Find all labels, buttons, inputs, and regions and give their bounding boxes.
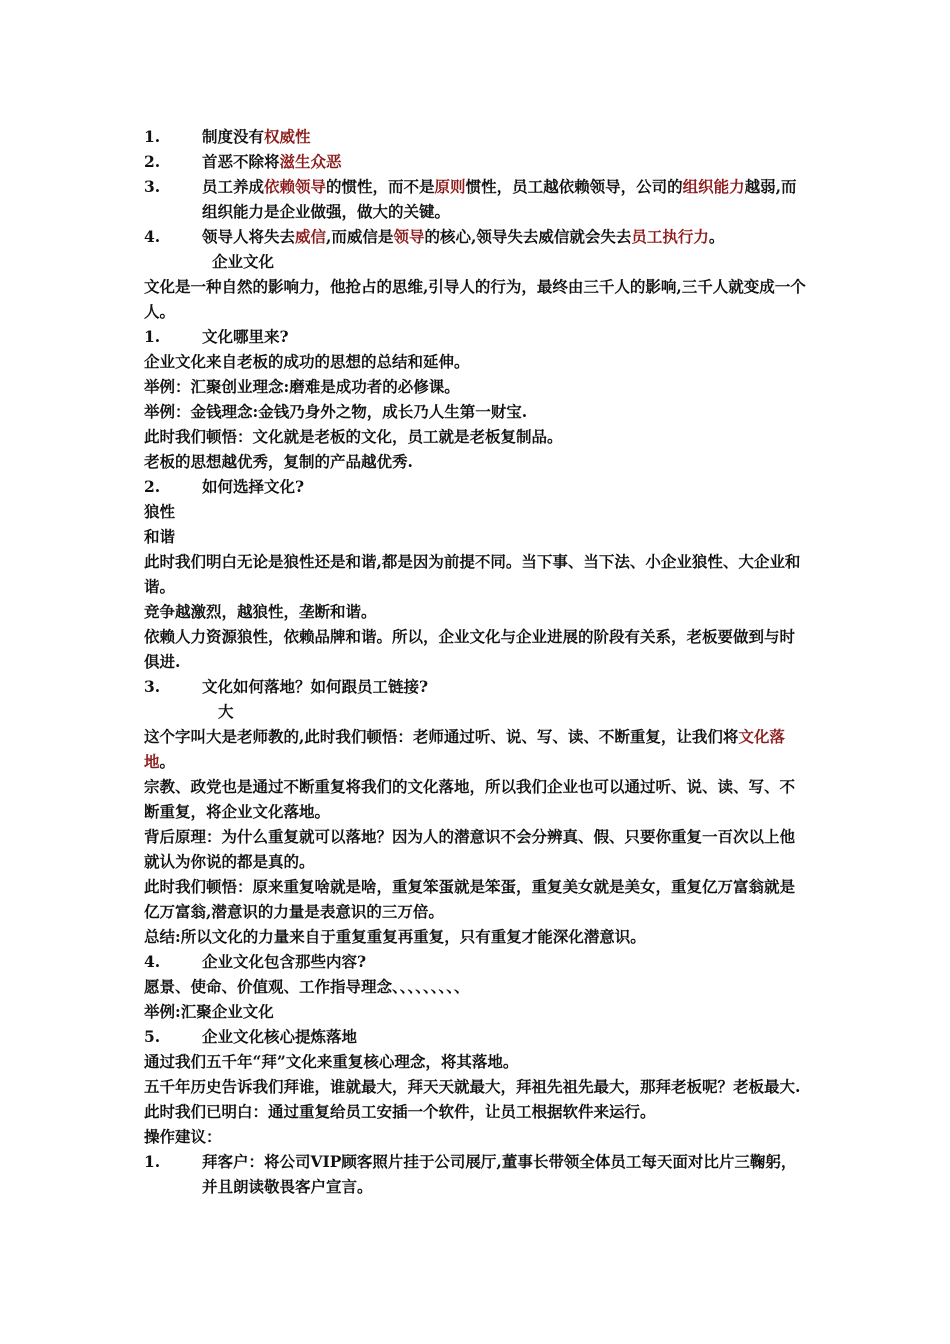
paragraph-principle: 背后原理：为什么重复就可以落地？因为人的潜意识不会分辨真、假、只要你重复一百次以上他就认为你说的都是真的。 — [144, 827, 796, 871]
word-harmony: 和谐 — [144, 527, 176, 546]
emphasis-text: 员工执行力 — [631, 227, 709, 246]
paragraph-example-3: 举例:汇聚企业文化 — [144, 1002, 274, 1021]
advice-item-1 — [144, 1149, 808, 1199]
paragraph-religion: 宗教、政党也是通过不断重复将我们的文化落地，所以我们企业也可以通过听、说、读、写、不断重复，将企业文化落地。 — [144, 777, 796, 821]
list-text — [202, 174, 808, 224]
question-1 — [144, 324, 808, 349]
list-number: 1. — [144, 127, 161, 146]
paragraph-compete: 竞争越激烈，越狼性，垄断和谐。 — [144, 602, 377, 621]
list-item — [144, 174, 808, 224]
question-3 — [144, 674, 808, 699]
question-number: 3. — [144, 677, 161, 696]
list-item — [144, 224, 808, 249]
question-number: 4. — [144, 952, 161, 971]
list-text — [202, 224, 808, 249]
emphasis-text: 领导 — [393, 227, 425, 246]
advice-number: 1. — [144, 1152, 161, 1171]
question-text: 如何选择文化? — [202, 477, 305, 496]
list-number: 2. — [144, 152, 161, 171]
paragraph-realize-1: 此时我们顿悟：文化就是老板的文化，员工就是老板复制品。 — [144, 427, 563, 446]
emphasis-text: 原则 — [434, 177, 466, 196]
question-number: 5. — [144, 1027, 161, 1046]
paragraph-big — [144, 724, 808, 774]
list-item — [144, 149, 808, 174]
paragraph-software: 此时我们已明白：通过重复给员工安插一个软件，让员工根据软件来运行。 — [144, 1102, 656, 1121]
paragraph-intro: 文化是一种自然的影响力，他抢占的思维,引导人的行为，最终由三千人的影响,三千人就变成一个人。 — [144, 277, 806, 321]
paragraph-example-1: 举例：汇聚创业理念:磨难是成功者的必修课。 — [144, 377, 460, 396]
emphasis-text: 权威性 — [264, 127, 311, 146]
list-text — [202, 124, 808, 149]
text-run: 。 — [159, 752, 176, 771]
emphasis-text: 文化落地 — [144, 727, 785, 771]
text-run: 越弱,而组织能力是企业做强，做大的关键。 — [202, 177, 797, 221]
text-run: 首恶不除将 — [202, 152, 280, 171]
text-run: 的核心,领导失去威信就会失去 — [424, 227, 632, 246]
list-number: 3. — [144, 177, 161, 196]
text-run: 的惯性，而不是 — [326, 177, 435, 196]
word-big: 大 — [218, 702, 234, 721]
emphasis-text: 滋生众恶 — [279, 152, 342, 171]
list-number: 4. — [144, 227, 161, 246]
text-run: 这个字叫大是老师教的,此时我们顿悟：老师通过听、说、写、读、不断重复，让我们将 — [144, 727, 739, 746]
paragraph-contents: 愿景、使命、价值观、工作指导理念、、、、、、、、、 — [144, 977, 470, 996]
word-wolf: 狼性 — [144, 502, 176, 521]
question-2 — [144, 474, 808, 499]
paragraph-realize-2: 此时我们顿悟：原来重复啥就是啥，重复笨蛋就是笨蛋，重复美女就是美女，重复亿万富翁就是亿万富翁,潜意识的力量是表意识的三万倍。 — [144, 877, 796, 921]
text-run: ,而威信是 — [326, 227, 394, 246]
numbered-list-problems — [144, 124, 808, 249]
section-heading-culture: 企业文化 — [212, 252, 275, 271]
question-number: 1. — [144, 327, 161, 346]
paragraph-better: 老板的思想越优秀，复制的产品越优秀. — [144, 452, 413, 471]
paragraph-depend: 依赖人力资源狼性，依赖品牌和谐。所以，企业文化与企业进展的阶段有关系，老板要做到与时俱进. — [144, 627, 796, 671]
question-text: 企业文化包含那些内容? — [202, 952, 367, 971]
list-item — [144, 124, 808, 149]
document-page — [144, 124, 808, 1199]
text-run: 。 — [708, 227, 725, 246]
emphasis-text: 组织能力 — [682, 177, 745, 196]
paragraph-premise: 此时我们明白无论是狼性还是和谐,都是因为前提不同。当下事、当下法、小企业狼性、大企业和谐。 — [144, 552, 801, 596]
question-number: 2. — [144, 477, 161, 496]
question-text: 企业文化核心提炼落地 — [202, 1027, 358, 1046]
emphasis-text: 依赖领导 — [264, 177, 327, 196]
text-run: 制度没有 — [202, 127, 265, 146]
paragraph-source: 企业文化来自老板的成功的思想的总结和延伸。 — [144, 352, 470, 371]
paragraph-bai: 通过我们五千年“拜”文化来重复核心理念，将其落地。 — [144, 1052, 519, 1071]
text-run: 领导人将失去 — [202, 227, 296, 246]
question-4 — [144, 949, 808, 974]
list-text — [202, 149, 808, 174]
question-5 — [144, 1024, 808, 1049]
text-run: 员工养成 — [202, 177, 265, 196]
paragraph-example-2: 举例：金钱理念:金钱乃身外之物，成长乃人生第一财宝. — [144, 402, 528, 421]
paragraph-summary: 总结:所以文化的力量来自于重复重复再重复，只有重复才能深化潜意识。 — [144, 927, 646, 946]
paragraph-history: 五千年历史告诉我们拜谁，谁就最大，拜天天就最大，拜祖先祖先最大，那拜老板呢？老板最大. — [144, 1077, 801, 1096]
emphasis-text: 威信 — [295, 227, 327, 246]
question-text: 文化如何落地？如何跟员工链接? — [202, 677, 429, 696]
question-text: 文化哪里来? — [202, 327, 289, 346]
paragraph-advice: 操作建议： — [144, 1127, 222, 1146]
advice-text: 拜客户：将公司VIP顾客照片挂于公司展厅,董事长带领全体员工每天面对比片三鞠躬，并且朗读敬畏客户宣言。 — [202, 1152, 797, 1196]
text-run: 惯性，员工越依赖领导，公司的 — [465, 177, 683, 196]
